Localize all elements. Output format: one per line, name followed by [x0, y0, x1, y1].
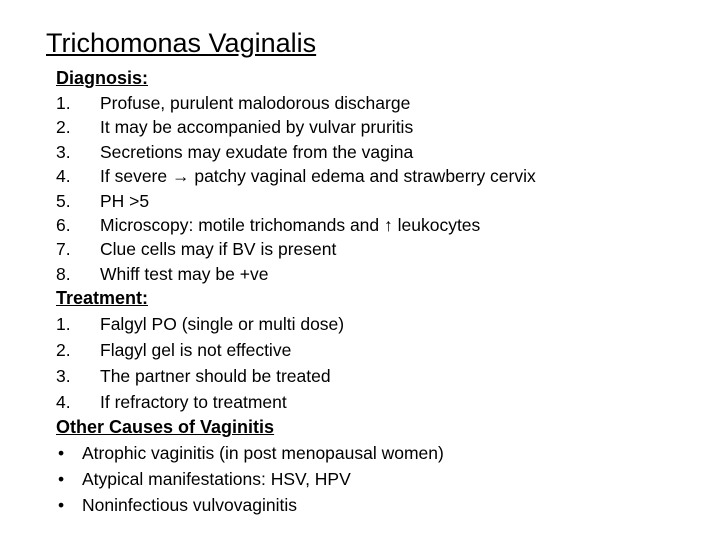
item-number: 7. [56, 239, 71, 260]
bullet-item [56, 466, 706, 492]
item-text: Atypical manifestations: HSV, HPV [82, 469, 351, 490]
bullet-icon: • [58, 443, 65, 464]
treatment-heading: Treatment: [56, 288, 149, 309]
item-text: Secretions may exudate from the vagina [100, 141, 414, 162]
item-number: 2. [56, 117, 71, 138]
list-item [56, 237, 706, 261]
item-text: The partner should be treated [100, 366, 331, 387]
item-text: Flagyl gel is not effective [100, 340, 292, 361]
other-causes-section [56, 415, 706, 518]
list-item [56, 337, 706, 363]
item-number: 1. [56, 93, 71, 113]
item-text: Clue cells may if BV is present [100, 239, 337, 260]
list-item [56, 389, 706, 415]
bullet-icon: • [58, 495, 65, 516]
item-text: If severe → patchy vaginal edema and strawberry cervix [100, 166, 536, 187]
item-number: 5. [56, 190, 71, 211]
list-item [56, 91, 706, 115]
list-item [56, 311, 706, 337]
diagnosis-heading: Diagnosis: [56, 68, 149, 88]
list-item [56, 164, 706, 188]
item-text: Noninfectious vulvovaginitis [82, 495, 297, 516]
item-number: 1. [56, 314, 71, 335]
item-number: 8. [56, 263, 71, 284]
bullet-item [56, 492, 706, 518]
list-item [56, 189, 706, 213]
item-number: 4. [56, 166, 71, 187]
item-text: Profuse, purulent malodorous discharge [100, 93, 411, 113]
list-item [56, 262, 706, 286]
list-item [56, 363, 706, 389]
list-item [56, 115, 706, 139]
item-text: PH >5 [100, 190, 150, 211]
list-item [56, 140, 706, 164]
other-causes-heading: Other Causes of Vaginitis [56, 417, 275, 438]
item-text: Whiff test may be +ve [100, 263, 269, 284]
diagnosis-section [56, 66, 706, 286]
slide-content [56, 66, 706, 518]
slide-title: Trichomonas Vaginalis [46, 28, 317, 58]
item-number: 3. [56, 141, 71, 162]
list-item [56, 213, 706, 237]
item-number: 4. [56, 392, 71, 413]
bullet-item [56, 440, 706, 466]
item-number: 6. [56, 215, 71, 236]
item-text: If refractory to treatment [100, 392, 287, 413]
bullet-icon: • [58, 469, 65, 490]
item-text: Falgyl PO (single or multi dose) [100, 314, 345, 335]
treatment-section [56, 286, 706, 415]
item-text: Atrophic vaginitis (in post menopausal women) [82, 443, 444, 464]
item-text: It may be accompanied by vulvar pruritis [100, 117, 414, 138]
item-number: 3. [56, 366, 71, 387]
item-number: 2. [56, 340, 71, 361]
item-text: Microscopy: motile trichomands and ↑ leukocytes [100, 215, 481, 236]
